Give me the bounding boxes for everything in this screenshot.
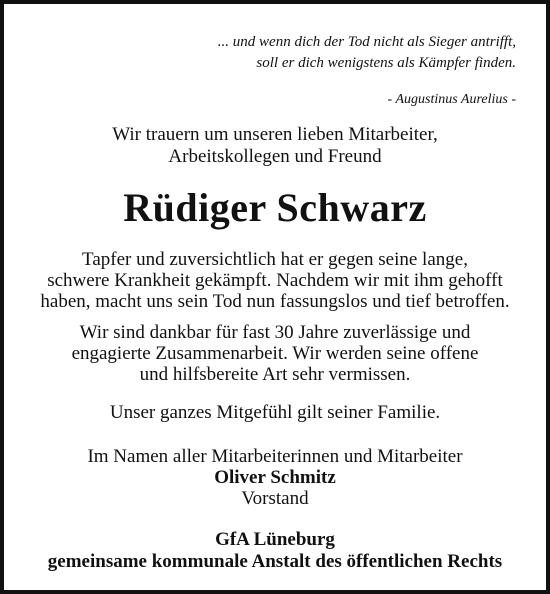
paragraph-gratitude (4, 322, 546, 385)
intro-line: Wir trauern um unseren lieben Mitarbeiter, (112, 124, 438, 145)
intro-line: Arbeitskollegen und Freund (168, 146, 382, 167)
signer-title: Vorstand (241, 488, 309, 509)
paragraph-line: Tapfer und zuversichtlich hat er gegen seine lange, (82, 249, 468, 270)
paragraph-line: und hilfsbereite Art sehr vermissen. (139, 364, 411, 385)
epigraph-quote (218, 32, 516, 74)
organization-name: GfA Lüneburg (215, 529, 335, 550)
organization-description: gemeinsame kommunale Anstalt des öffentlichen Rechts (47, 551, 503, 572)
epigraph-line: soll er dich wenigstens als Kämpfer finden. (256, 55, 516, 71)
deceased-name: Rüdiger Schwarz (123, 185, 427, 230)
paragraph-line: schwere Krankheit gekämpft. Nachdem wir mit ihm gehofft (47, 270, 503, 291)
paragraph-line: haben, macht uns sein Tod nun fassungslos und tief betroffen. (40, 291, 510, 312)
paragraph-condolence (4, 402, 546, 423)
intro-text (4, 124, 546, 168)
epigraph-line: ... und wenn dich der Tod nicht als Sieger antrifft, (217, 34, 516, 50)
paragraph-line: engagierte Zusammenarbeit. Wir werden seine offene (71, 343, 479, 364)
signoff (4, 446, 546, 509)
organization-block (4, 529, 546, 573)
paragraph-struggle (4, 249, 546, 312)
paragraph-line: Wir sind dankbar für fast 30 Jahre zuverlässige und (79, 322, 471, 343)
epigraph-author: - Augustinus Aurelius - (387, 92, 516, 107)
signoff-on-behalf: Im Namen aller Mitarbeiterinnen und Mitarbeiter (87, 446, 463, 467)
paragraph-line: Unser ganzes Mitgefühl gilt seiner Familie. (109, 402, 441, 423)
signer-name: Oliver Schmitz (214, 467, 336, 488)
